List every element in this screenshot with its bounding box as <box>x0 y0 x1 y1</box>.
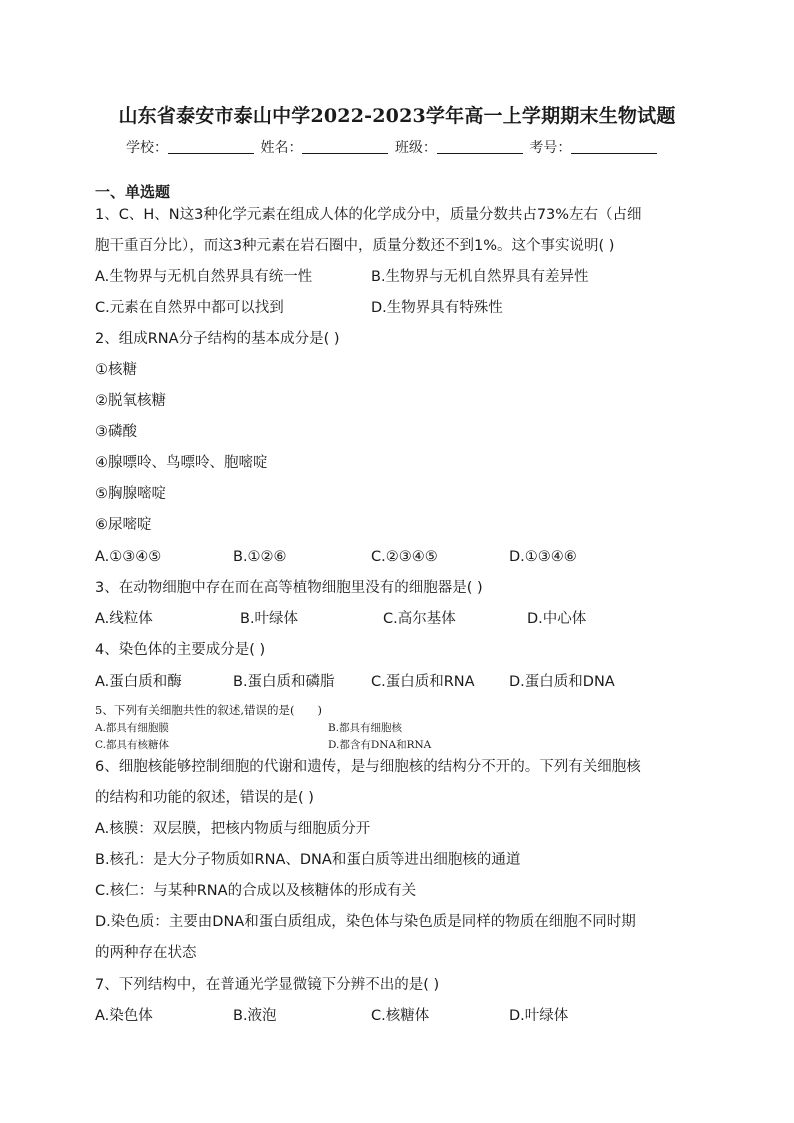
section-heading: 一、单选题 <box>95 183 171 201</box>
q3-option-d: D.中心体 <box>527 611 587 627</box>
q5-option-b: B.都具有细胞核 <box>328 722 403 734</box>
q1-option-a: A.生物界与无机自然界具有统一性 <box>95 269 313 285</box>
q1-option-c: C.元素在自然界中都可以找到 <box>95 300 284 316</box>
q2-item: ⑤胸腺嘧啶 <box>95 486 166 502</box>
number-label: 考号： <box>529 140 572 156</box>
q6-option-d-line2: 的两种存在状态 <box>95 945 197 961</box>
q5-stem: 5、下列有关细胞共性的叙述,错误的是( ) <box>95 703 322 717</box>
q6-option-d-line1: D.染色质：主要由DNA和蛋白质组成，染色体与染色质是同样的物质在细胞不同时期 <box>95 914 636 930</box>
school-blank[interactable] <box>168 139 254 154</box>
q5-option-c: C.都具有核糖体 <box>95 739 169 751</box>
q7-option-d: D.叶绿体 <box>509 1008 569 1024</box>
name-blank[interactable] <box>302 139 388 154</box>
page-title: 山东省泰安市泰山中学2022-2023学年高一上学期期末生物试题 <box>118 105 676 127</box>
q2-item: ①核糖 <box>95 362 137 378</box>
q7-stem: 7、下列结构中，在普通光学显微镜下分辨不出的是( ) <box>95 977 440 993</box>
number-blank[interactable] <box>571 139 657 154</box>
q4-option-d: D.蛋白质和DNA <box>509 674 615 690</box>
q3-option-b: B.叶绿体 <box>240 611 299 627</box>
q6-stem-line2: 的结构和功能的叙述，错误的是( ) <box>95 790 314 806</box>
q3-stem: 3、在动物细胞中存在而在高等植物细胞里没有的细胞器是( ) <box>95 580 483 596</box>
q1-stem-line1: 1、C、H、N这3种化学元素在组成人体的化学成分中，质量分数共占73%左右（占细 <box>95 207 642 223</box>
q7-option-c: C.核糖体 <box>371 1008 430 1024</box>
q6-stem-line1: 6、细胞核能够控制细胞的代谢和遗传，是与细胞核的结构分不开的。下列有关细胞核 <box>95 759 641 775</box>
q1-option-b: B.生物界与无机自然界具有差异性 <box>371 269 589 285</box>
class-label: 班级： <box>394 140 437 156</box>
q6-option-b: B.核孔：是大分子物质如RNA、DNA和蛋白质等进出细胞核的通道 <box>95 852 521 868</box>
q2-stem: 2、组成RNA分子结构的基本成分是( ) <box>95 331 340 347</box>
q7-option-b: B.液泡 <box>233 1008 277 1024</box>
q2-option-a: A.①③④⑤ <box>95 549 162 565</box>
q6-option-c: C.核仁：与某种RNA的合成以及核糖体的形成有关 <box>95 883 417 899</box>
q3-option-a: A.线粒体 <box>95 611 153 627</box>
q5-option-a: A.都具有细胞膜 <box>95 722 169 734</box>
q3-option-c: C.高尔基体 <box>383 611 456 627</box>
q4-option-b: B.蛋白质和磷脂 <box>233 674 335 690</box>
q4-option-a: A.蛋白质和酶 <box>95 674 182 690</box>
q4-stem: 4、染色体的主要成分是( ) <box>95 642 266 658</box>
q2-option-c: C.②③④⑤ <box>371 549 438 565</box>
school-label: 学校： <box>126 140 168 156</box>
q2-item: ③磷酸 <box>95 424 137 440</box>
q4-option-c: C.蛋白质和RNA <box>371 674 475 690</box>
q1-stem-line2: 胞干重百分比），而这3种元素在岩石圈中，质量分数还不到1%。这个事实说明( ) <box>95 238 615 254</box>
q7-option-a: A.染色体 <box>95 1008 153 1024</box>
class-blank[interactable] <box>437 139 523 154</box>
q2-item: ④腺嘌呤、鸟嘌呤、胞嘧啶 <box>95 455 268 471</box>
q6-option-a: A.核膜：双层膜，把核内物质与细胞质分开 <box>95 821 371 837</box>
name-label: 姓名： <box>260 140 303 156</box>
student-info-row <box>126 137 659 157</box>
q2-item: ②脱氧核糖 <box>95 393 166 409</box>
q2-option-b: B.①②⑥ <box>233 549 287 565</box>
q5-option-d: D.都含有DNA和RNA <box>328 739 432 751</box>
q2-item: ⑥尿嘧啶 <box>95 517 152 533</box>
q1-option-d: D.生物界具有特殊性 <box>371 300 503 316</box>
q2-option-d: D.①③④⑥ <box>509 549 577 565</box>
